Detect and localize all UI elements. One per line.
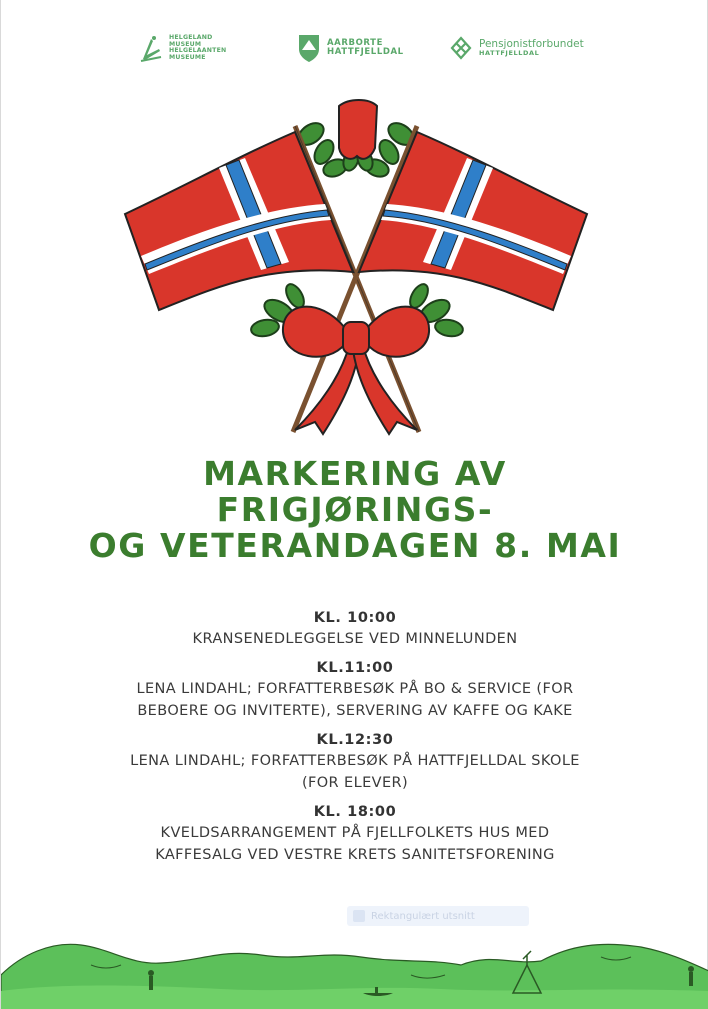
pensjonist-logo-place: HATTFJELLDAL	[479, 49, 540, 58]
schedule-description	[1, 750, 708, 794]
schedule-description	[1, 628, 708, 650]
helgeland-logo-line: HELGELAANTEN	[169, 47, 227, 54]
pensjonist-logo-text	[479, 39, 584, 57]
aarborte-logo-line: HATTFJELLDAL	[327, 47, 404, 57]
schedule-description-line: (FOR ELEVER)	[301, 775, 409, 791]
schedule-time: KL.12:30	[316, 732, 394, 748]
schedule-description-line: KVELDSARRANGEMENT PÅ FJELLFOLKETS HUS MED	[160, 825, 550, 841]
helgeland-logo-line: MUSEUM	[169, 40, 202, 48]
aarborte-shield-icon	[297, 33, 321, 63]
schedule-description	[1, 822, 708, 866]
schedule-description-line: KAFFESALG VED VESTRE KRETS SANITETSFORENING	[155, 847, 555, 863]
schedule-time: KL. 18:00	[313, 804, 397, 820]
schedule-item	[1, 802, 708, 866]
schedule-description-line: BEBOERE OG INVITERTE), SERVERING AV KAFFE OG KAKE	[137, 703, 573, 719]
helgeland-museum-logo-icon	[139, 33, 163, 63]
helgeland-museum-logo-text	[169, 35, 226, 61]
schedule-time: KL.11:00	[316, 660, 394, 676]
pensjonistforbundet-logo-icon	[449, 35, 473, 61]
helgeland-museum-logo	[139, 30, 226, 66]
poster-title	[1, 456, 708, 564]
top-ribbon	[339, 100, 377, 159]
snipping-ghost-text: Rektangulært utsnitt	[371, 910, 475, 922]
aarborte-logo-line: AARBORTE	[327, 38, 383, 49]
mountain-landscape-illustration	[1, 935, 708, 1009]
schedule-item	[1, 658, 708, 722]
schedule-description-line: LENA LINDAHL; FORFATTERBESØK PÅ BO & SERVICE (FOR	[136, 681, 574, 697]
schedule-time: KL. 10:00	[313, 610, 397, 626]
red-ribbon-bow	[283, 307, 429, 434]
snipping-tool-ghost-label	[347, 906, 529, 926]
norwegian-flags-wreath-illustration	[119, 96, 593, 438]
title-line: FRIGJØRINGS-	[216, 490, 494, 529]
schedule-description-line: LENA LINDAHL; FORFATTERBESØK PÅ HATTFJELLDAL SKOLE	[130, 753, 580, 769]
helgeland-logo-line: HELGELAND	[169, 34, 213, 41]
schedule-description	[1, 678, 708, 722]
helgeland-logo-line: MUSEUME	[169, 53, 206, 61]
title-line: OG VETERANDAGEN 8. MAI	[88, 526, 622, 565]
pensjonist-logo-name: Pensjonistforbundet	[479, 38, 584, 51]
aarborte-logo-text	[327, 39, 404, 57]
aarborte-hattfjelldal-logo	[297, 30, 404, 66]
title-line: MARKERING AV	[203, 454, 507, 493]
sponsor-logos	[1, 30, 708, 70]
schedule-item	[1, 730, 708, 794]
event-schedule	[1, 608, 708, 874]
schedule-item	[1, 608, 708, 650]
schedule-description-line: KRANSENEDLEGGELSE VED MINNELUNDEN	[192, 631, 518, 647]
pensjonistforbundet-logo	[449, 30, 584, 66]
snip-icon	[353, 910, 365, 922]
